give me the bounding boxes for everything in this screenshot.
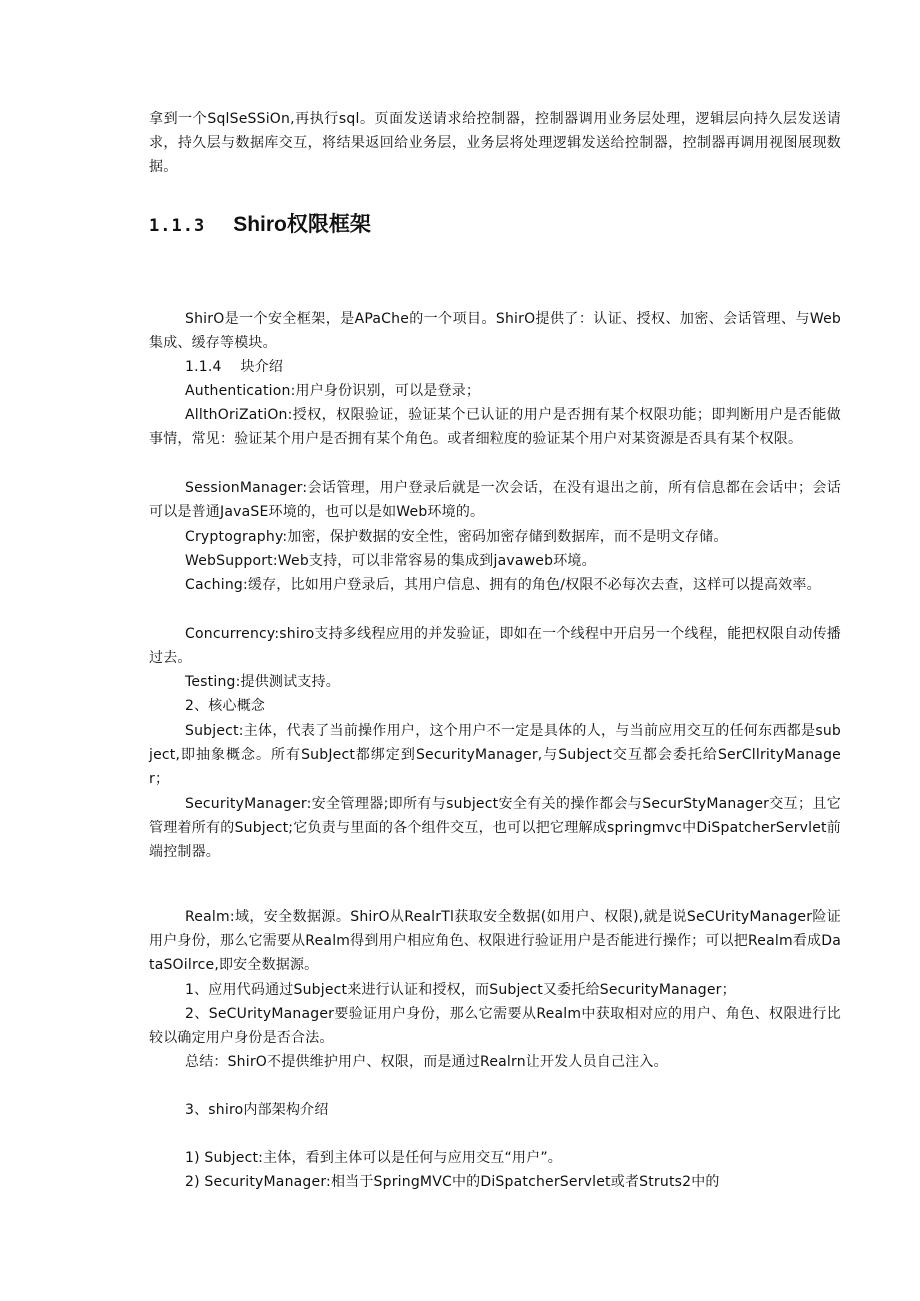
- shiro-intro-paragraph: ShirO是一个安全框架，是APaChe的一个项目。ShirO提供了：认证、授权、加密、会话管理、与Web集成、缓存等模块。: [149, 311, 841, 352]
- section-number: 1.1.3: [149, 216, 206, 236]
- architecture-item-2: 2) SecurityManager:相当于SpringMVC中的DiSpatcherServlet或者Struts2中的: [185, 1174, 720, 1190]
- testing-paragraph: Testing:提供测试支持。: [185, 674, 340, 690]
- architecture-heading: 3、shiro内部架构介绍: [185, 1102, 329, 1118]
- security-manager-paragraph: SecurityManager:安全管理器;即所有与subject安全有关的操作都会与SecurStyManager交互；且它管理着所有的Subject;它负责与里面的各个组件交互，也可以把它理解成springmvc中DiSpatcherServlet前端控制器。: [149, 796, 841, 861]
- cryptography-paragraph: Cryptography:加密，保护数据的安全性，密码加密存储到数据库，而不是明文存储。: [185, 529, 728, 545]
- subject-paragraph: Subject:主体，代表了当前操作用户，这个用户不一定是具体的人，与当前应用交互的任何东西都是subject,即抽象概念。所有SubJect都绑定到SecurityManager,与Subject交互都会委托给SerCllrityManager；: [149, 723, 841, 788]
- flow-step-1: 1、应用代码通过Subject来进行认证和授权，而Subject又委托给SecurityManager；: [185, 982, 736, 998]
- web-support-paragraph: WebSupport:Web支持，可以非常容易的集成到javaweb环境。: [185, 553, 596, 569]
- caching-paragraph: Caching:缓存，比如用户登录后，其用户信息、拥有的角色/权限不必每次去查，这样可以提高效率。: [185, 577, 821, 593]
- summary-paragraph: 总结：ShirO不提供维护用户、权限，而是通过Realrn让开发人员自己注入。: [185, 1054, 668, 1070]
- architecture-item-1: 1) Subject:主体，看到主体可以是任何与应用交互“用户”。: [185, 1150, 562, 1166]
- authentication-paragraph: Authentication:用户身份识别，可以是登录；: [185, 383, 481, 399]
- section-title: Shiro权限框架: [233, 213, 371, 236]
- core-concepts-heading: 2、核心概念: [185, 698, 266, 714]
- session-manager-paragraph: SessionManager:会话管理，用户登录后就是一次会话，在没有退出之前，所有信息都在会话中；会话可以是普通JavaSE环境的，也可以是如Web环境的。: [149, 480, 841, 521]
- intro-paragraph: 拿到一个SqlSeSSiOn,再执行sql。页面发送请求给控制器，控制器调用业务层处理，逻辑层向持久层发送请求，持久层与数据库交互，将结果返回给业务层，业务层将处理逻辑发送给控制器，控制器再调用视图展现数据。: [149, 111, 841, 176]
- concurrency-paragraph: Concurrency:shiro支持多线程应用的并发验证，即如在一个线程中开启另一个线程，能把权限自动传播过去。: [149, 626, 841, 667]
- authorization-paragraph: AllthOriZatiOn:授权，权限验证，验证某个已认证的用户是否拥有某个权限功能；即判断用户是否能做事情，常见：验证某个用户是否拥有某个角色。或者细粒度的验证某个用户对某资源是否具有某个权限。: [149, 407, 841, 448]
- section-heading: [149, 210, 371, 241]
- flow-step-2: 2、SeCUrityManager要验证用户身份，那么它需要从Realm中获取相对应的用户、角色、权限进行比较以确定用户身份是否合法。: [149, 1006, 841, 1047]
- realm-paragraph: Realm:域，安全数据源。ShirO从RealrTl获取安全数据(如用户、权限),就是说SeCUrityManager险证用户身份，那么它需要从Realm得到用户相应角色、权限进行验证用户是否能进行操作；可以把Realm看成DataSOilrce,即安全数据源。: [149, 909, 841, 974]
- module-intro-heading: 1.1.4 块介绍: [185, 359, 284, 375]
